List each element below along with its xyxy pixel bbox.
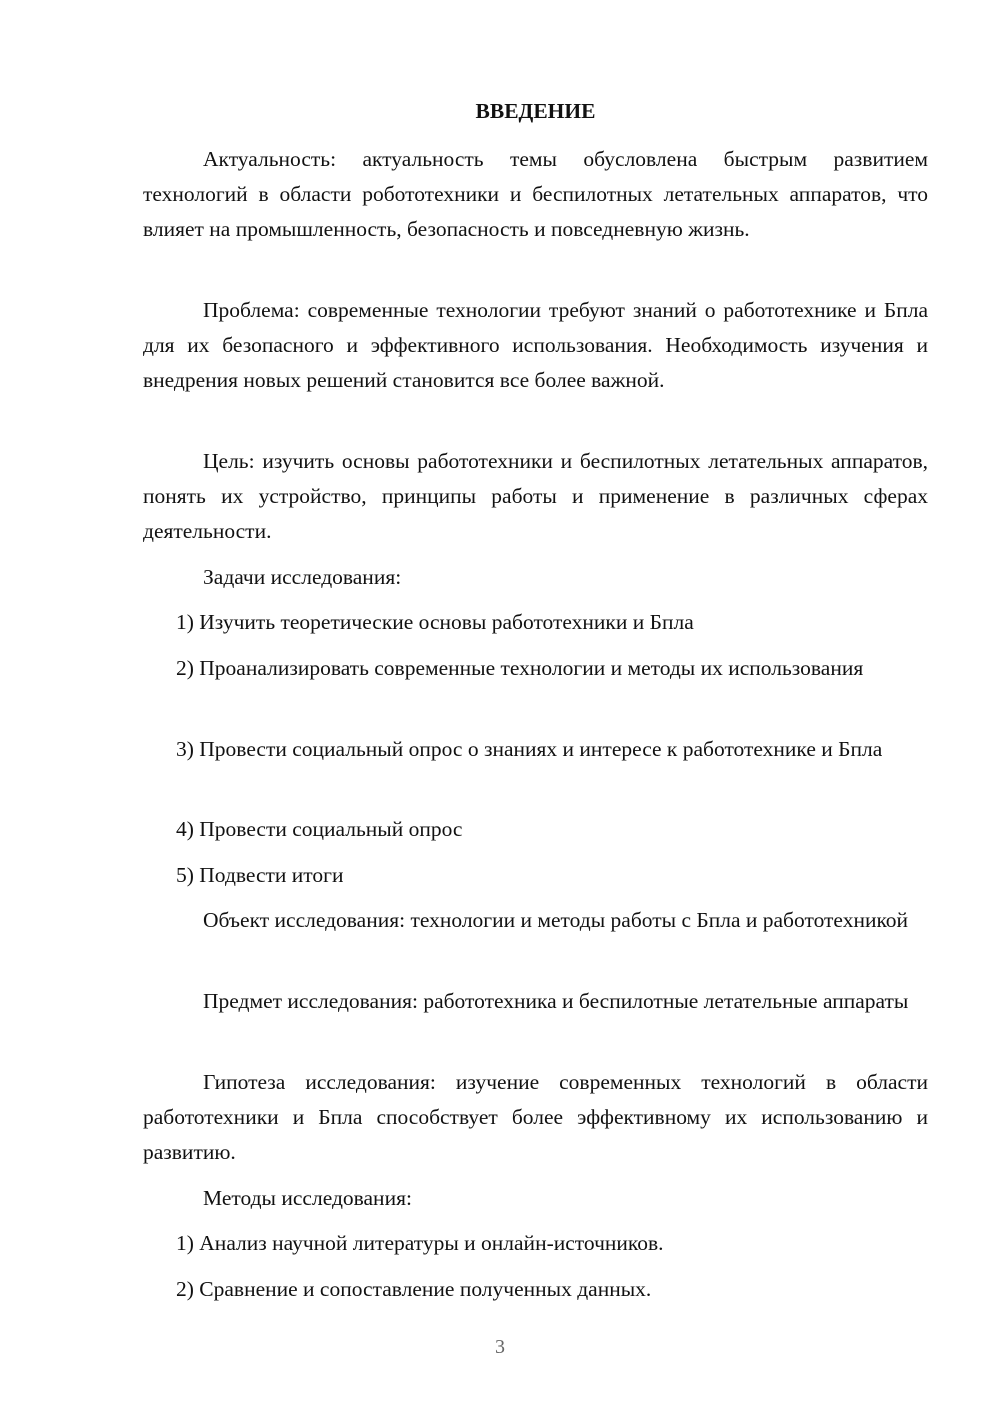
task-item-3: 3) Провести социальный опрос о знаниях и интересе к работотехнике и Бпла bbox=[176, 737, 883, 761]
paragraph-hypothesis: Гипотеза исследования: изучение современных технологий в области работотехники и Бпла способствует более эффективному их использованию и развитию. bbox=[143, 1070, 928, 1164]
paragraph-methods-heading: Методы исследования: bbox=[203, 1186, 412, 1210]
method-item-1: 1) Анализ научной литературы и онлайн-источников. bbox=[176, 1231, 664, 1255]
paragraph-research-subject: Предмет исследования: работотехника и беспилотные летательные аппараты bbox=[203, 989, 909, 1013]
task-item-1: 1) Изучить теоретические основы работотехники и Бпла bbox=[176, 610, 694, 634]
section-title: ВВЕДЕНИЕ bbox=[475, 99, 596, 123]
task-item-2: 2) Проанализировать современные технологии и методы их использования bbox=[176, 656, 864, 680]
task-item-5: 5) Подвести итоги bbox=[176, 863, 344, 887]
paragraph-goal: Цель: изучить основы работотехники и беспилотных летательных аппаратов, понять их устройство, принципы работы и применение в различных сферах деятельности. bbox=[143, 449, 928, 543]
task-item-4: 4) Провести социальный опрос bbox=[176, 817, 463, 841]
paragraph-research-object: Объект исследования: технологии и методы работы с Бпла и работотехникой bbox=[203, 908, 909, 932]
page-number: 3 bbox=[495, 1336, 505, 1358]
paragraph-problem: Проблема: современные технологии требуют знаний о работотехнике и Бпла для их безопасного и эффективного использования. Необходимость изучения и внедрения новых решений становится все более важной. bbox=[143, 298, 928, 392]
paragraph-relevance: Актуальность: актуальность темы обусловлена быстрым развитием технологий в области робототехники и беспилотных летательных аппаратов, что влияет на промышленность, безопасность и повседневную жизнь. bbox=[143, 147, 928, 241]
paragraph-tasks-heading: Задачи исследования: bbox=[203, 565, 402, 589]
method-item-2: 2) Сравнение и сопоставление полученных данных. bbox=[176, 1277, 652, 1301]
